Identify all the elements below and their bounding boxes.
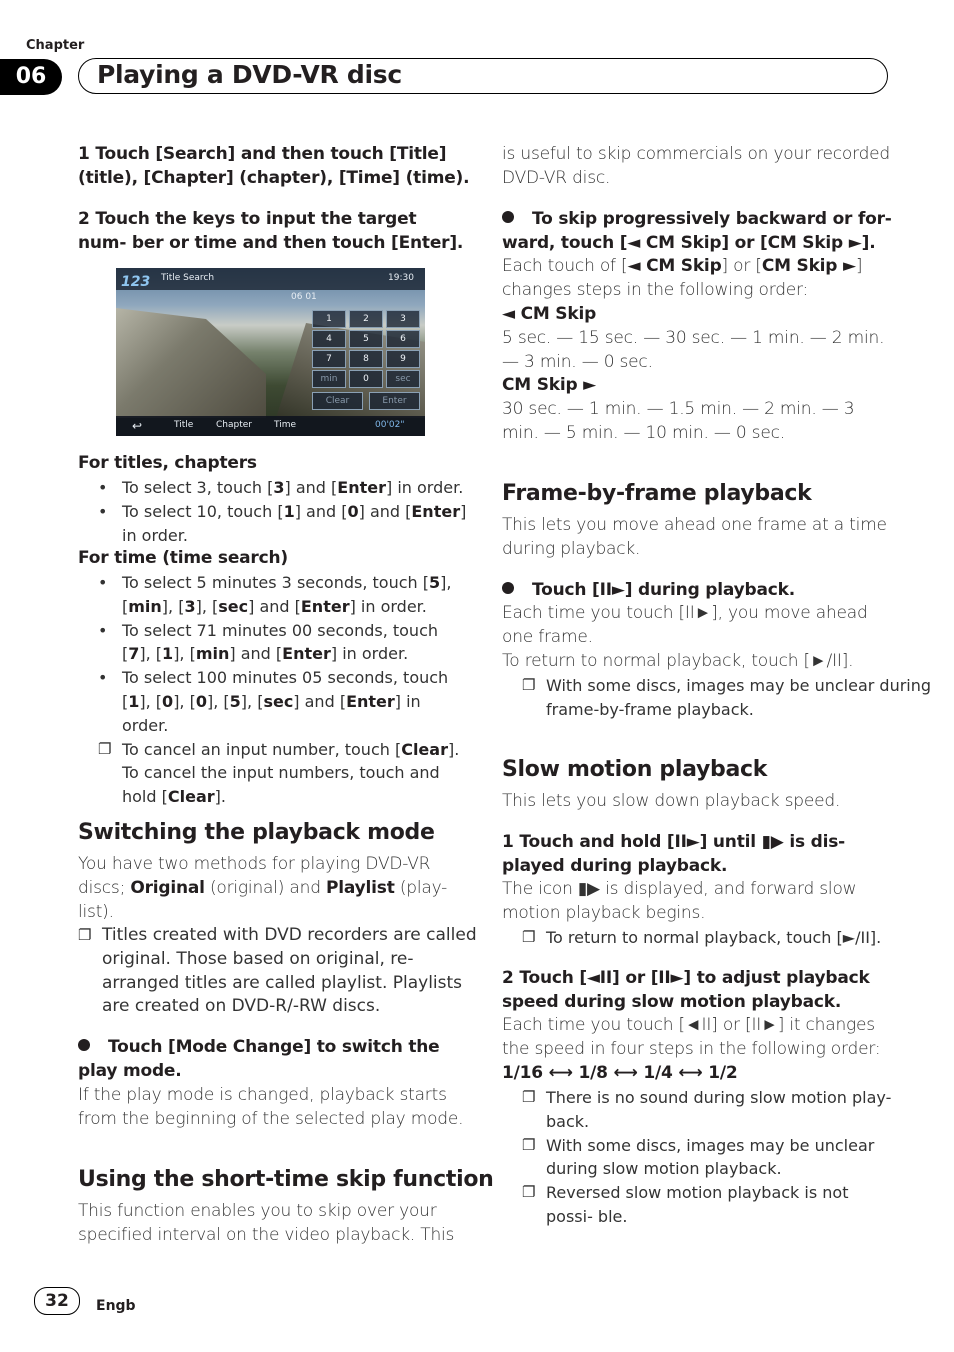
step-2: 2 Touch the keys to input the target num- ber or time and then touch [Enter]. [78, 209, 464, 253]
time-list [78, 571, 470, 809]
key-7[interactable]: 7 [312, 350, 346, 368]
slow-text1: The icon ▮▶ is displayed, and forward slow motion playback begins. [502, 879, 857, 923]
screen-indicators: 06 01 [291, 292, 317, 302]
cm-back-seq: 5 sec. — 15 sec. — 30 sec. — 1 min. — 2 min. — 3 min. — 0 sec. [502, 328, 885, 372]
page-title: Playing a DVD-VR disc [97, 60, 402, 89]
skip-text-cont: is useful to skip commercials on your recorded DVD-VR disc. [502, 144, 891, 188]
fbf-step: Touch [II►] during playback. [502, 579, 894, 603]
chapter-label: Chapter [26, 38, 85, 53]
titles-list [78, 476, 470, 547]
list-item: • To select 3, touch [3] and [Enter] in order. [98, 478, 464, 497]
back-icon[interactable]: ↩ [132, 419, 143, 433]
key-4[interactable]: 4 [312, 330, 346, 348]
key-clear[interactable]: Clear [312, 392, 363, 410]
fbf-heading: Frame-by-frame playback [502, 481, 812, 506]
title-search-screenshot [116, 268, 425, 436]
key-sec[interactable]: sec [386, 370, 420, 388]
title-box [78, 58, 888, 94]
mode-text: If the play mode is changed, playback starts from the beginning of the selected play mode. [78, 1085, 464, 1129]
screen-title: Title Search [161, 273, 215, 283]
slow-step2: 2 Touch [◄II] or [II►] to adjust playback speed during slow motion playback. [502, 968, 870, 1012]
slow-sequence: 1/16 ⟷ 1/8 ⟷ 1/4 ⟷ 1/2 [502, 1063, 738, 1083]
fbf-text1: Each time you touch [II►], you move ahead one frame. [502, 603, 868, 647]
key-3[interactable]: 3 [386, 310, 420, 328]
key-9[interactable]: 9 [386, 350, 420, 368]
step-1: 1 Touch [Search] and then touch [Title] (title), [Chapter] (chapter), [Time] (time). [78, 144, 470, 188]
list-item: • To select 10, touch [1] and [0] and [Enter] in order. [98, 501, 467, 545]
key-6[interactable]: 6 [386, 330, 420, 348]
time-heading: For time (time search) [78, 548, 288, 568]
key-1[interactable]: 1 [312, 310, 346, 328]
list-item: ❐ There is no sound during slow motion play- back. [522, 1088, 892, 1131]
list-item: • To select 100 minutes 05 seconds, touch [1], [0], [0], [5], [sec] and [Enter] in order. [98, 668, 449, 735]
key-0[interactable]: 0 [349, 370, 383, 388]
cm-text: Each touch of [◄ CM Skip] or [CM Skip ►] changes steps in the following order: [502, 256, 863, 300]
search-numeric-icon: 123 [121, 274, 151, 290]
titles-heading: For titles, chapters [78, 453, 257, 473]
fbf-note: ❐ With some discs, images may be unclear during frame-by-frame playback. [522, 676, 932, 719]
list-item: • To select 71 minutes 00 seconds, touch [7], [1], [min] and [Enter] in order. [98, 620, 439, 664]
list-item: ❐ With some discs, images may be unclear during slow motion playback. [522, 1135, 875, 1179]
list-item: ❐ Reversed slow motion playback is not possi- ble. [522, 1183, 849, 1226]
key-5[interactable]: 5 [349, 330, 383, 348]
fbf-text2: To return to normal playback, touch [►/II]. [502, 651, 854, 671]
slow-intro: This lets you slow down playback speed. [502, 791, 841, 811]
tab-title[interactable]: Title [174, 420, 194, 430]
slow-text2: Each time you touch [◄II] or [II►] it changes the speed in four steps in the following order: [502, 1015, 881, 1059]
cm-step: To skip progressively backward or for- ward, touch [◄ CM Skip] or [CM Skip ►]. [502, 209, 892, 253]
slow-notes [502, 1086, 894, 1229]
mode-step: Touch [Mode Change] to switch the play mode. [78, 1037, 440, 1081]
skip-heading: Using the short-time skip function [78, 1167, 494, 1192]
elapsed-time: 00'02" [375, 420, 405, 430]
cancel-note: ❐ To cancel an input number, touch [Clear]. To cancel the input numbers, touch and hold [Clear]. [98, 739, 460, 807]
skip-text: This function enables you to skip over your specified interval on the video playback. This [78, 1201, 455, 1245]
slow-step1: 1 Touch and hold [II►] until ▮▶ is dis- played during playback. [502, 832, 845, 876]
chapter-number: 06 [0, 59, 62, 95]
screen-clock: 19:30 [388, 273, 414, 283]
switch-heading: Switching the playback mode [78, 820, 435, 845]
cm-fwd-seq: 30 sec. — 1 min. — 1.5 min. — 2 min. — 3 min. — 5 min. — 10 min. — 0 sec. [502, 399, 855, 443]
key-8[interactable]: 8 [349, 350, 383, 368]
key-enter[interactable]: Enter [369, 392, 420, 410]
cm-back-label: ◄ CM Skip [502, 304, 597, 324]
tab-time[interactable]: Time [274, 420, 297, 430]
cm-fwd-label: CM Skip ► [502, 375, 597, 395]
slow-note1: ❐ To return to normal playback, touch [►/II]. [522, 928, 882, 947]
key-2[interactable]: 2 [349, 310, 383, 328]
slow-heading: Slow motion playback [502, 757, 768, 782]
tab-chapter[interactable]: Chapter [216, 420, 252, 430]
language-code: Engb [96, 1298, 136, 1314]
fbf-intro: This lets you move ahead one frame at a time during playback. [502, 515, 887, 559]
switch-intro: You have two methods for playing DVD-VR discs; Original (original) and Playlist (play- list). [78, 854, 448, 922]
switch-note: ❐ Titles created with DVD recorders are called original. Those based on original, re- arranged titles are called playlist. Playlists are created on DVD-R/-RW discs. [78, 925, 477, 1017]
list-item: • To select 5 minutes 3 seconds, touch [5], [min], [3], [sec] and [Enter] in order. [98, 573, 452, 616]
page-number: 32 [34, 1287, 80, 1315]
key-min[interactable]: min [312, 370, 346, 388]
